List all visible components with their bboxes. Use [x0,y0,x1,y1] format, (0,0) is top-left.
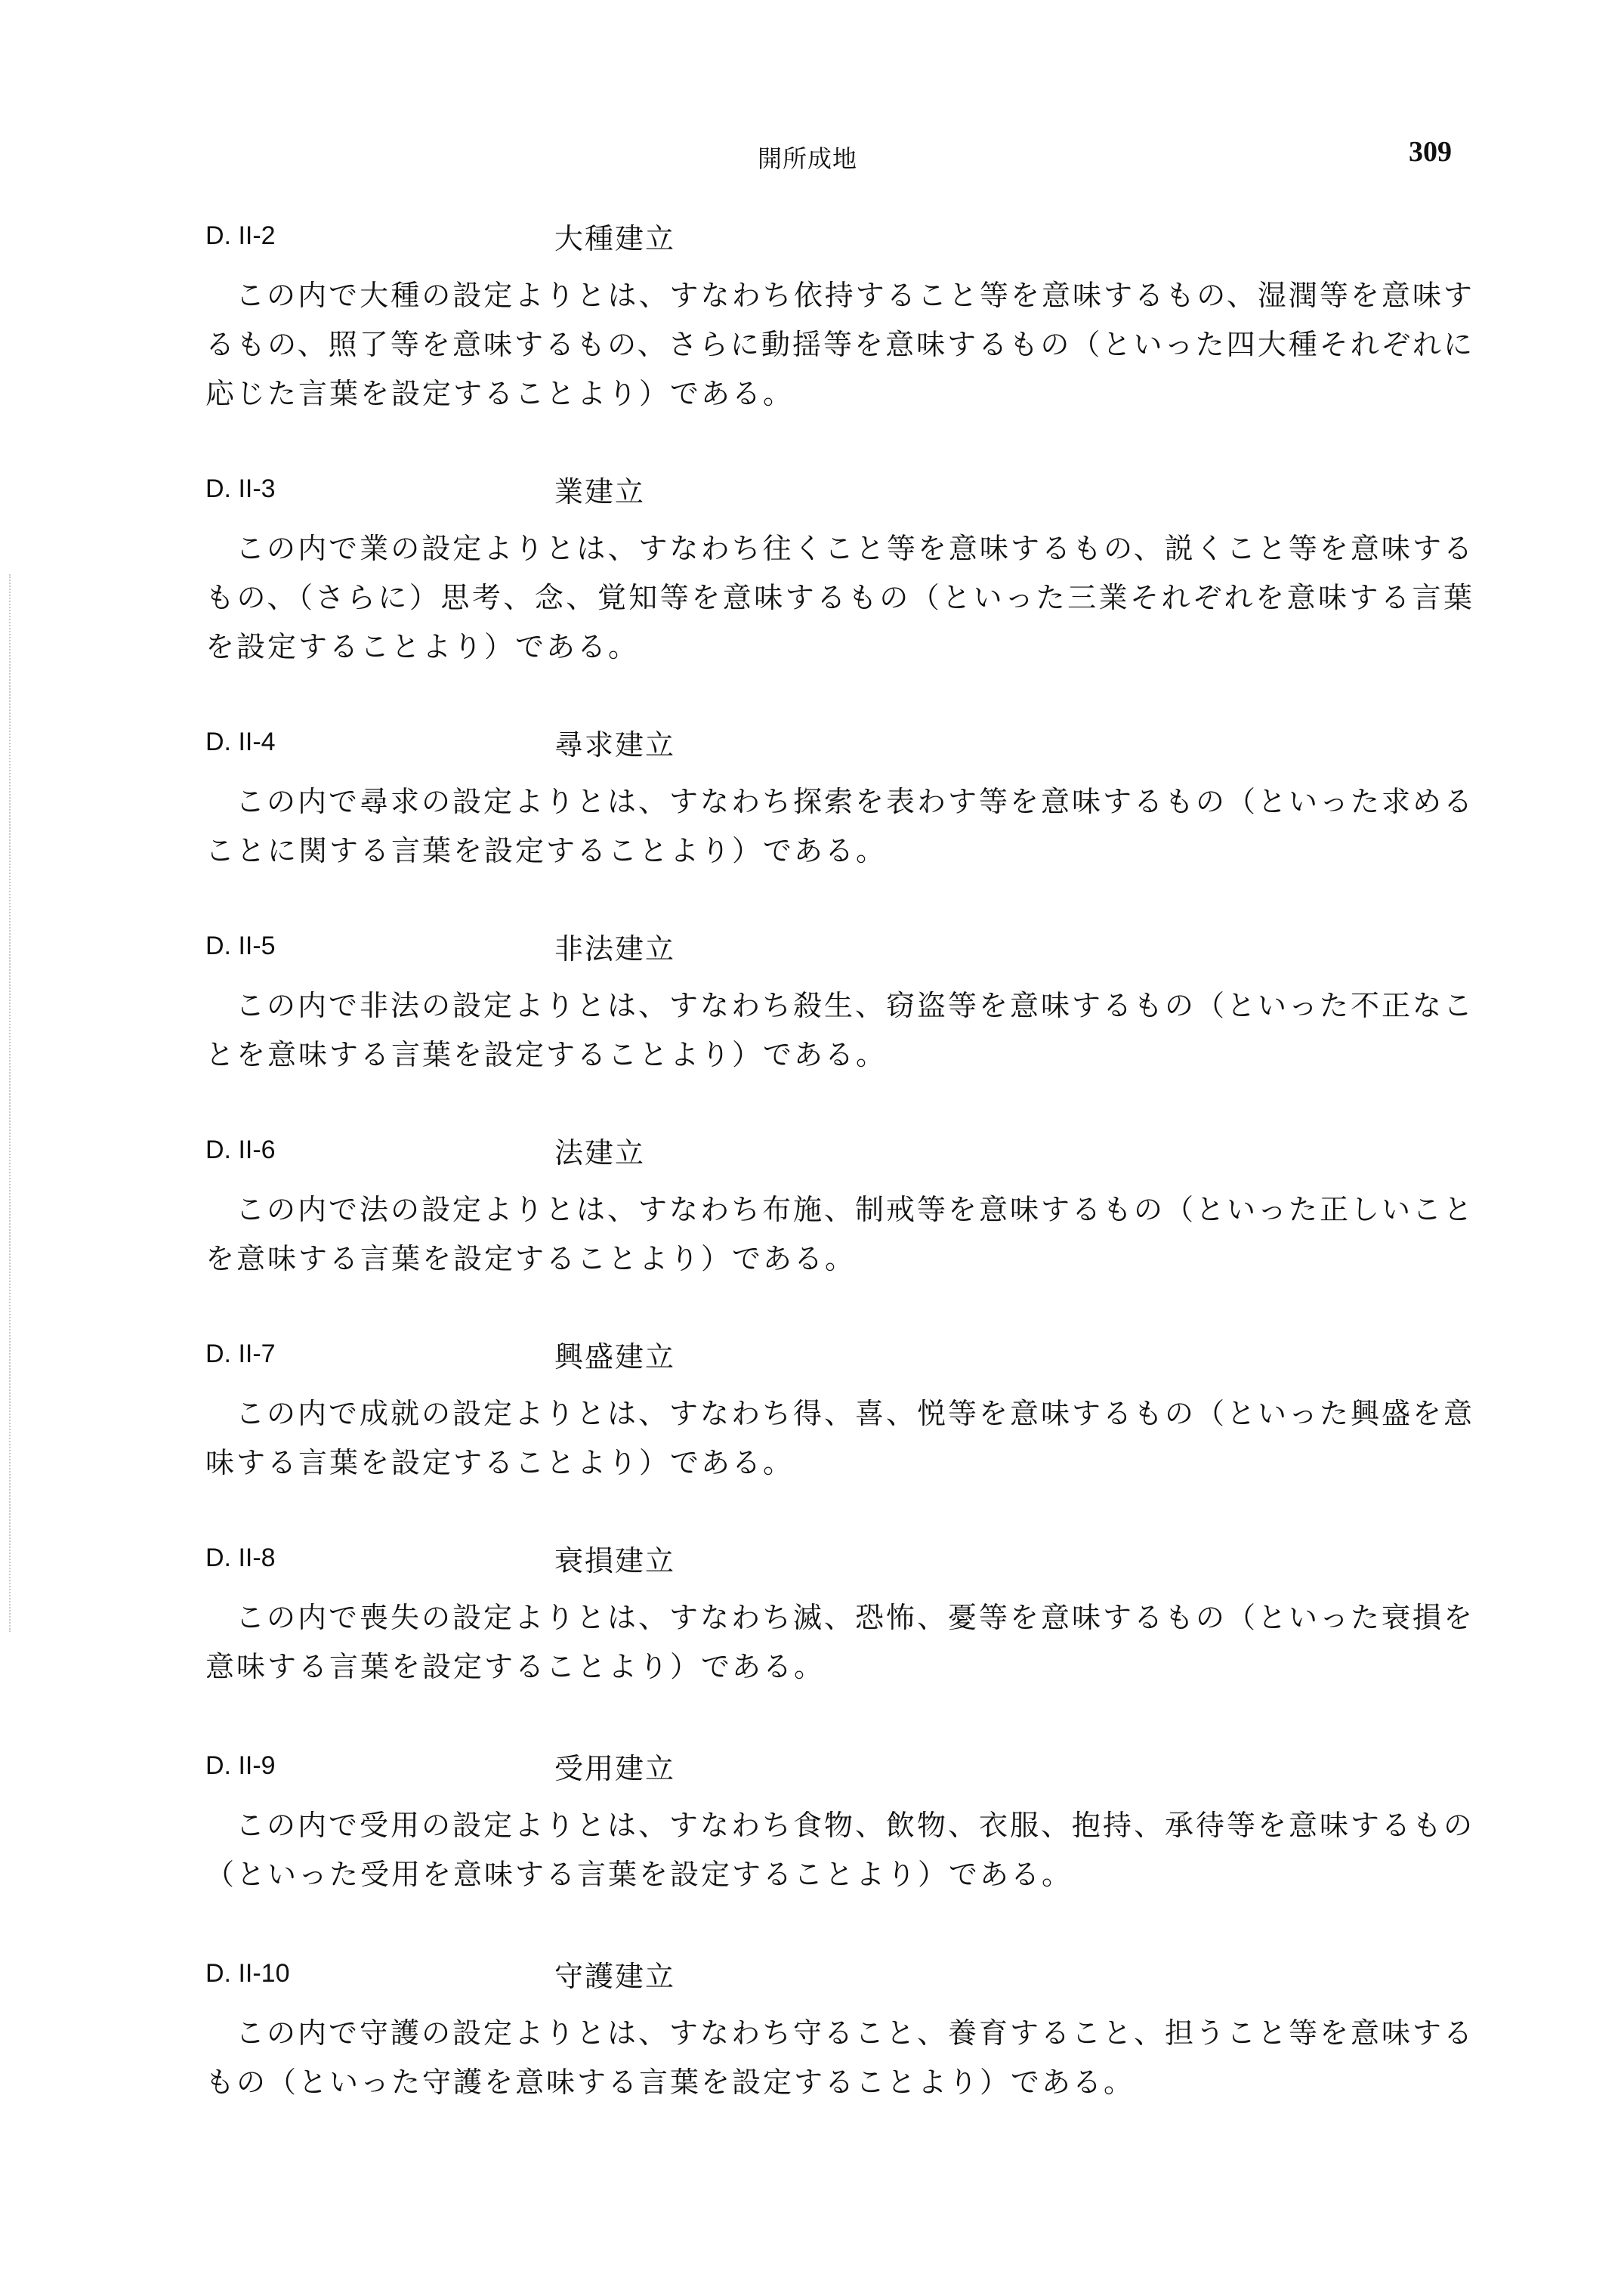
section-d-ii-8 [205,1537,1474,1692]
section-body: この内で大種の設定よりとは、すなわち依持すること等を意味するもの、湿潤等を意味するもの、照了等を意味するもの、さらに動揺等を意味するもの（といった四大種それぞれに応じた言葉を設定することより）である。 [205,279,1474,410]
section-heading [205,1745,1474,1791]
section-d-ii-2 [205,215,1474,419]
section-id: D. II-4 [205,728,276,756]
section-d-ii-7 [205,1333,1474,1488]
section-id: D. II-9 [205,1751,276,1780]
section-title: 大種建立 [554,222,676,255]
section-heading [205,1333,1474,1379]
section-title: 非法建立 [554,932,676,966]
section-title: 受用建立 [554,1752,676,1785]
section-d-ii-4 [205,722,1474,876]
section-heading [205,1537,1474,1583]
section-body: この内で尋求の設定よりとは、すなわち探索を表わす等を意味するもの（といった求めることに関する言葉を設定することより）である。 [205,785,1475,867]
section-heading [205,1953,1474,1998]
section-title: 法建立 [554,1136,646,1170]
section-title: 興盛建立 [554,1340,676,1374]
section-body: この内で業の設定よりとは、すなわち往くこと等を意味するもの、説くこと等を意味するもの、（さらに）思考、念、覚知等を意味するもの（といった三業それぞれを意味する言葉を設定することより）である。 [205,532,1474,663]
section-heading [205,468,1474,514]
section-d-ii-6 [205,1129,1474,1284]
section-body: この内で受用の設定よりとは、すなわち食物、飲物、衣服、抱持、承待等を意味するもの（といった受用を意味する言葉を設定することより）である。 [205,1809,1475,1891]
section-body: この内で非法の設定よりとは、すなわち殺生、窃盗等を意味するもの（といった不正なことを意味する言葉を設定することより）である。 [205,989,1475,1071]
section-title: 衰損建立 [554,1544,676,1578]
section-id: D. II-2 [205,221,276,250]
section-id: D. II-10 [205,1959,290,1988]
page-number: 309 [1409,136,1452,168]
section-d-ii-3 [205,468,1474,672]
section-id: D. II-3 [205,474,276,503]
running-title: 開所成地 [758,144,858,173]
section-id: D. II-7 [205,1340,276,1368]
section-d-ii-5 [205,926,1474,1080]
section-id: D. II-6 [205,1136,276,1164]
scan-margin-marks [9,574,15,1632]
section-heading [205,722,1474,767]
section-heading [205,926,1474,971]
page-header [0,136,1624,185]
section-body: この内で成就の設定よりとは、すなわち得、喜、悦等を意味するもの（といった興盛を意味する言葉を設定することより）である。 [205,1397,1475,1479]
section-body: この内で守護の設定よりとは、すなわち守ること、養育すること、担うこと等を意味するもの（といった守護を意味する言葉を設定することより）である。 [205,2016,1475,2099]
section-id: D. II-8 [205,1544,276,1572]
section-id: D. II-5 [205,932,276,960]
section-title: 守護建立 [554,1960,676,1993]
section-title: 業建立 [554,475,646,508]
section-title: 尋求建立 [554,728,676,762]
section-body: この内で喪失の設定よりとは、すなわち滅、恐怖、憂等を意味するもの（といった衰損を意味する言葉を設定することより）である。 [205,1601,1475,1683]
section-d-ii-10 [205,1953,1474,2107]
section-heading [205,215,1474,261]
section-d-ii-9 [205,1745,1474,1899]
section-body: この内で法の設定よりとは、すなわち布施、制戒等を意味するもの（といった正しいことを意味する言葉を設定することより）である。 [205,1193,1475,1275]
section-heading [205,1129,1474,1175]
